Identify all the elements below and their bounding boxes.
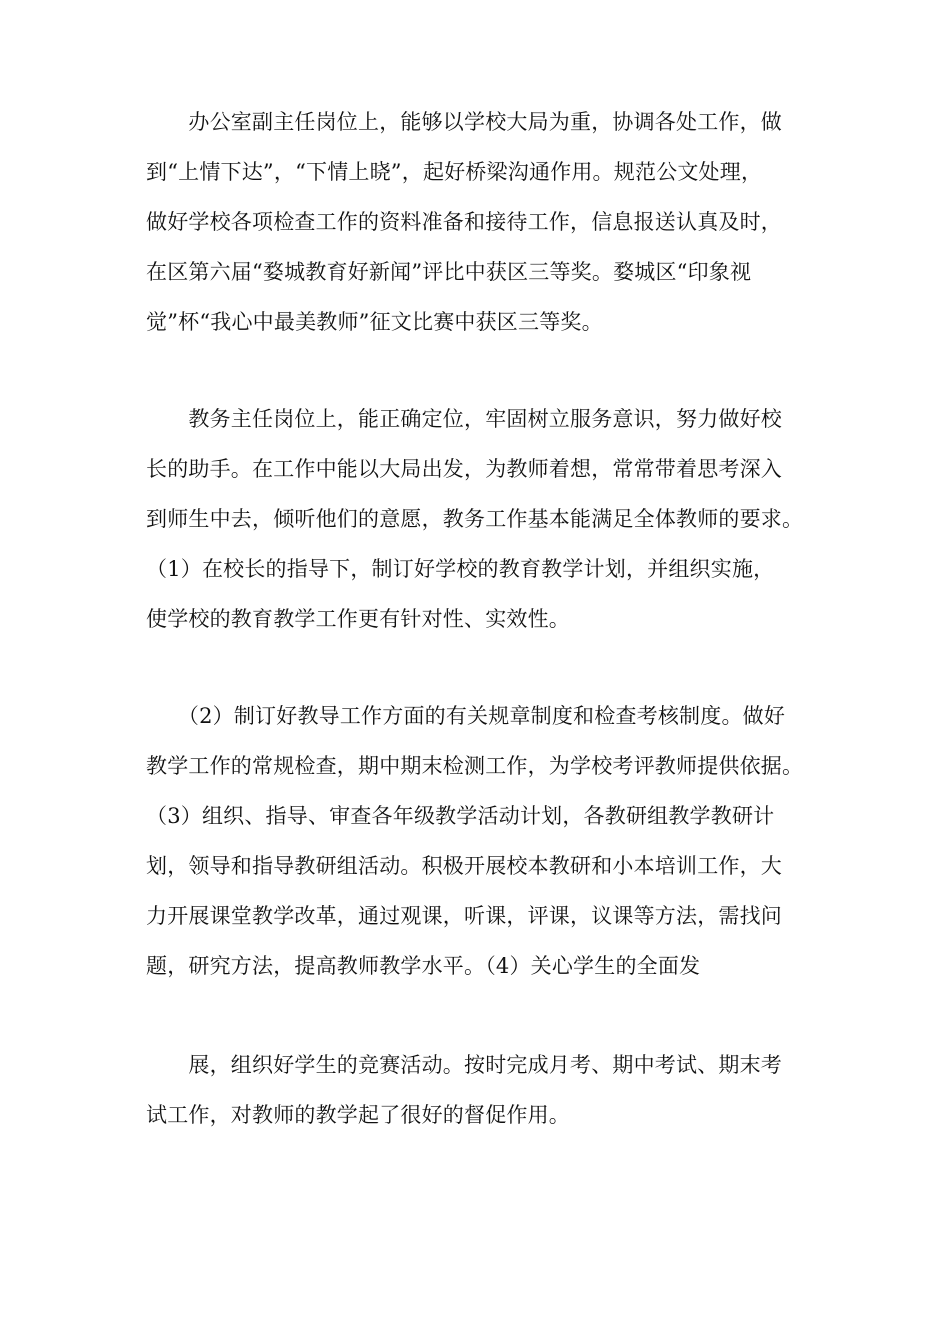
text-line: 到师生中去，倾听他们的意愿，教务工作基本能满足全体教师的要求。 [146,507,804,531]
text-line: 教学工作的常规检查，期中期末检测工作，为学校考评教师提供依据。 [146,754,804,778]
text-line: 题，研究方法，提高教师教学水平。（4）关心学生的全面发 [146,954,701,978]
text-line: （1）在校长的指导下，制订好学校的教育教学计划，并组织实施， [146,557,775,581]
text-line: （2）制订好教导工作方面的有关规章制度和检查考核制度。做好 [146,704,786,728]
text-line: 划，领导和指导教研组活动。积极开展校本教研和小本培训工作，大 [146,854,782,878]
text-line: 做好学校各项检查工作的资料准备和接待工作，信息报送认真及时， [146,210,782,234]
text-line: 展，组织好学生的竞赛活动。按时完成月考、期中考试、期末考 [146,1053,782,1077]
paragraph-student-competitions [146,1040,826,1140]
text-line: 力开展课堂教学改革，通过观课，听课，评课，议课等方法，需找问 [146,904,782,928]
text-line: 办公室副主任岗位上，能够以学校大局为重，协调各处工作，做 [146,110,782,134]
text-line: 觉”杯“我心中最美教师”征文比赛中获区三等奖。 [146,310,603,334]
paragraph-regulations-and-teaching [146,691,826,991]
text-line: 到“上情下达”，“下情上晓”，起好桥梁沟通作用。规范公文处理， [146,160,763,184]
text-line: 试工作，对教师的教学起了很好的督促作用。 [146,1103,570,1127]
text-line: 长的助手。在工作中能以大局出发，为教师着想，常常带着思考深入 [146,457,782,481]
paragraph-office-deputy-director [146,97,826,347]
text-line: （3）组织、指导、审查各年级教学活动计划，各教研组教学教研计 [146,804,775,828]
text-line: 教务主任岗位上，能正确定位，牢固树立服务意识，努力做好校 [146,407,782,431]
paragraph-academic-director [146,394,826,644]
text-line: 使学校的教育教学工作更有针对性、实效性。 [146,607,570,631]
text-line: 在区第六届“婺城教育好新闻”评比中获区三等奖。婺城区“印象视 [146,260,752,284]
